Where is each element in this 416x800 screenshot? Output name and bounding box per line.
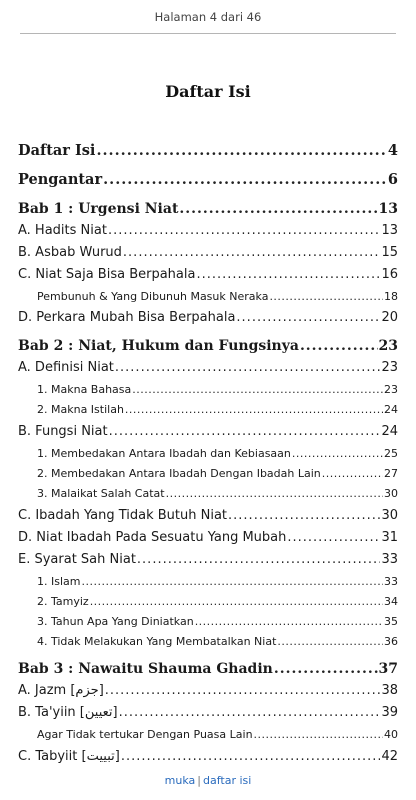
toc-entry-label: A. Definisi Niat (18, 360, 114, 375)
toc-entry-label: 3. Tahun Apa Yang Diniatkan (37, 615, 194, 628)
dot-leader (166, 487, 383, 500)
toc-entry-label: Pembunuh & Yang Dibunuh Masuk Neraka (37, 290, 269, 303)
toc-entry[interactable] (18, 201, 398, 217)
dot-leader (277, 635, 383, 648)
toc-entry-page: 20 (381, 310, 398, 325)
toc-entry-page: 33 (381, 552, 398, 567)
toc-entry-page: 36 (384, 635, 398, 648)
toc-entry[interactable] (18, 530, 398, 545)
page-label: Halaman 4 dari 46 (154, 10, 262, 24)
toc-entry-label: A. Hadits Niat (18, 223, 107, 238)
toc-entry-label: Pengantar (18, 171, 103, 188)
dot-leader (287, 530, 380, 545)
toc-entry-label: 1. Islam (37, 575, 81, 588)
toc-entry-page: 40 (384, 728, 398, 741)
toc-entry-label: C. Tabyiit [تبييت] (18, 749, 120, 764)
toc-entry-page: 37 (378, 661, 398, 677)
toc-entry[interactable] (18, 223, 398, 238)
toc-entry[interactable] (18, 595, 398, 608)
toc-entry-page: 39 (381, 705, 398, 720)
toc-entry-label: 4. Tidak Melakukan Yang Membatalkan Niat (37, 635, 277, 648)
toc-entry[interactable] (18, 487, 398, 500)
toc-entry-label: B. Asbab Wurud (18, 245, 122, 260)
dot-leader (274, 661, 378, 677)
toc-entry[interactable] (18, 705, 398, 720)
toc-entry-page: 16 (381, 267, 398, 282)
page-number-header (0, 0, 416, 34)
toc-entry-page: 34 (384, 595, 398, 608)
toc-entry-label: 2. Makna Istilah (37, 403, 124, 416)
toc-entry[interactable] (18, 447, 398, 460)
toc-entry-page: 24 (384, 403, 398, 416)
toc-entry[interactable] (18, 403, 398, 416)
dot-leader (123, 245, 381, 260)
toc-link[interactable]: daftar isi (203, 774, 252, 787)
footer-separator: | (197, 774, 201, 787)
toc-entry-page: 42 (381, 749, 398, 764)
dot-leader (132, 383, 383, 396)
toc-entry-label: D. Perkara Mubah Bisa Berpahala (18, 310, 236, 325)
dot-leader (81, 575, 383, 588)
toc-entry-label: B. Fungsi Niat (18, 424, 108, 439)
toc-entry-label: Bab 2 : Niat, Hukum dan Fungsinya (18, 338, 299, 354)
toc-entry-label: A. Jazm [جزم] (18, 683, 104, 698)
toc-entry-page: 6 (387, 171, 398, 188)
toc-entry-page: 38 (381, 683, 398, 698)
toc-entry-label: 2. Tamyiz (37, 595, 89, 608)
toc-entry-label: 1. Makna Bahasa (37, 383, 132, 396)
toc-entry-label: 2. Membedakan Antara Ibadah Dengan Ibadah Lain (37, 467, 321, 480)
toc-entry-page: 30 (381, 508, 398, 523)
dot-leader (292, 447, 383, 460)
dot-leader (228, 508, 380, 523)
toc-entry[interactable] (18, 575, 398, 588)
dot-leader (119, 705, 381, 720)
toc-entry-label: C. Niat Saja Bisa Berpahala (18, 267, 196, 282)
dot-leader (137, 552, 381, 567)
home-link[interactable]: muka (164, 774, 196, 787)
toc-entry-page: 33 (384, 575, 398, 588)
toc-entry[interactable] (18, 615, 398, 628)
toc-entry-page: 13 (378, 201, 398, 217)
dot-leader (109, 424, 381, 439)
toc-entry-label: Bab 3 : Nawaitu Shauma Ghadin (18, 661, 273, 677)
dot-leader (300, 338, 378, 354)
toc-entry[interactable] (18, 508, 398, 523)
toc-entry-label: 3. Malaikat Salah Catat (37, 487, 165, 500)
toc-entry[interactable] (18, 635, 398, 648)
toc-entry-page: 35 (384, 615, 398, 628)
toc-entry[interactable] (18, 683, 398, 698)
toc-entry-label: C. Ibadah Yang Tidak Butuh Niat (18, 508, 228, 523)
dot-leader (236, 310, 380, 325)
toc-entry-page: 30 (384, 487, 398, 500)
toc-title: Daftar Isi (165, 82, 251, 101)
toc-entry[interactable] (18, 728, 398, 741)
toc-entry[interactable] (18, 338, 398, 354)
toc-entry-label: E. Syarat Sah Niat (18, 552, 136, 567)
toc-entry-page: 24 (381, 424, 398, 439)
toc-entry[interactable] (18, 290, 398, 303)
toc-entry-page: 13 (381, 223, 398, 238)
dot-leader (254, 728, 383, 741)
toc-entry-label: B. Ta'yiin [تعيين] (18, 705, 118, 720)
toc-entry-page: 25 (384, 447, 398, 460)
toc-entry-page: 23 (381, 360, 398, 375)
footer-nav (0, 774, 416, 787)
toc-entry-page: 15 (381, 245, 398, 260)
toc-entry-label: D. Niat Ibadah Pada Sesuatu Yang Mubah (18, 530, 287, 545)
toc-entry[interactable] (18, 360, 398, 375)
dot-leader (195, 615, 383, 628)
toc-entry[interactable] (18, 171, 398, 188)
header-divider (20, 33, 396, 34)
dot-leader (115, 360, 381, 375)
toc-entry-page: 4 (387, 142, 398, 159)
toc-entry[interactable] (18, 383, 398, 396)
toc-entry[interactable] (18, 552, 398, 567)
toc-entry-page: 23 (384, 383, 398, 396)
toc-entry[interactable] (18, 424, 398, 439)
toc-entry-label: 1. Membedakan Antara Ibadah dan Kebiasaan (37, 447, 291, 460)
toc-entry-page: 23 (378, 338, 398, 354)
toc-entry[interactable] (18, 310, 398, 325)
toc-entry[interactable] (18, 467, 398, 480)
toc-entry-page: 27 (384, 467, 398, 480)
toc-entry[interactable] (18, 245, 398, 260)
toc-entry-page: 18 (384, 290, 398, 303)
toc-entry[interactable] (18, 267, 398, 282)
dot-leader (322, 467, 383, 480)
toc-entry[interactable] (18, 661, 398, 677)
dot-leader (103, 171, 387, 188)
toc-entry-label: Bab 1 : Urgensi Niat (18, 201, 179, 217)
dot-leader (121, 749, 381, 764)
toc-entry-label: Daftar Isi (18, 142, 96, 159)
toc-entry[interactable] (18, 749, 398, 764)
dot-leader (96, 142, 386, 159)
toc-entry-label: Agar Tidak tertukar Dengan Puasa Lain (37, 728, 253, 741)
dot-leader (269, 290, 383, 303)
dot-leader (90, 595, 383, 608)
toc-entry[interactable] (18, 142, 398, 159)
toc-entry-page: 31 (381, 530, 398, 545)
dot-leader (179, 201, 377, 217)
dot-leader (196, 267, 380, 282)
dot-leader (105, 683, 381, 698)
dot-leader (108, 223, 381, 238)
dot-leader (125, 403, 383, 416)
